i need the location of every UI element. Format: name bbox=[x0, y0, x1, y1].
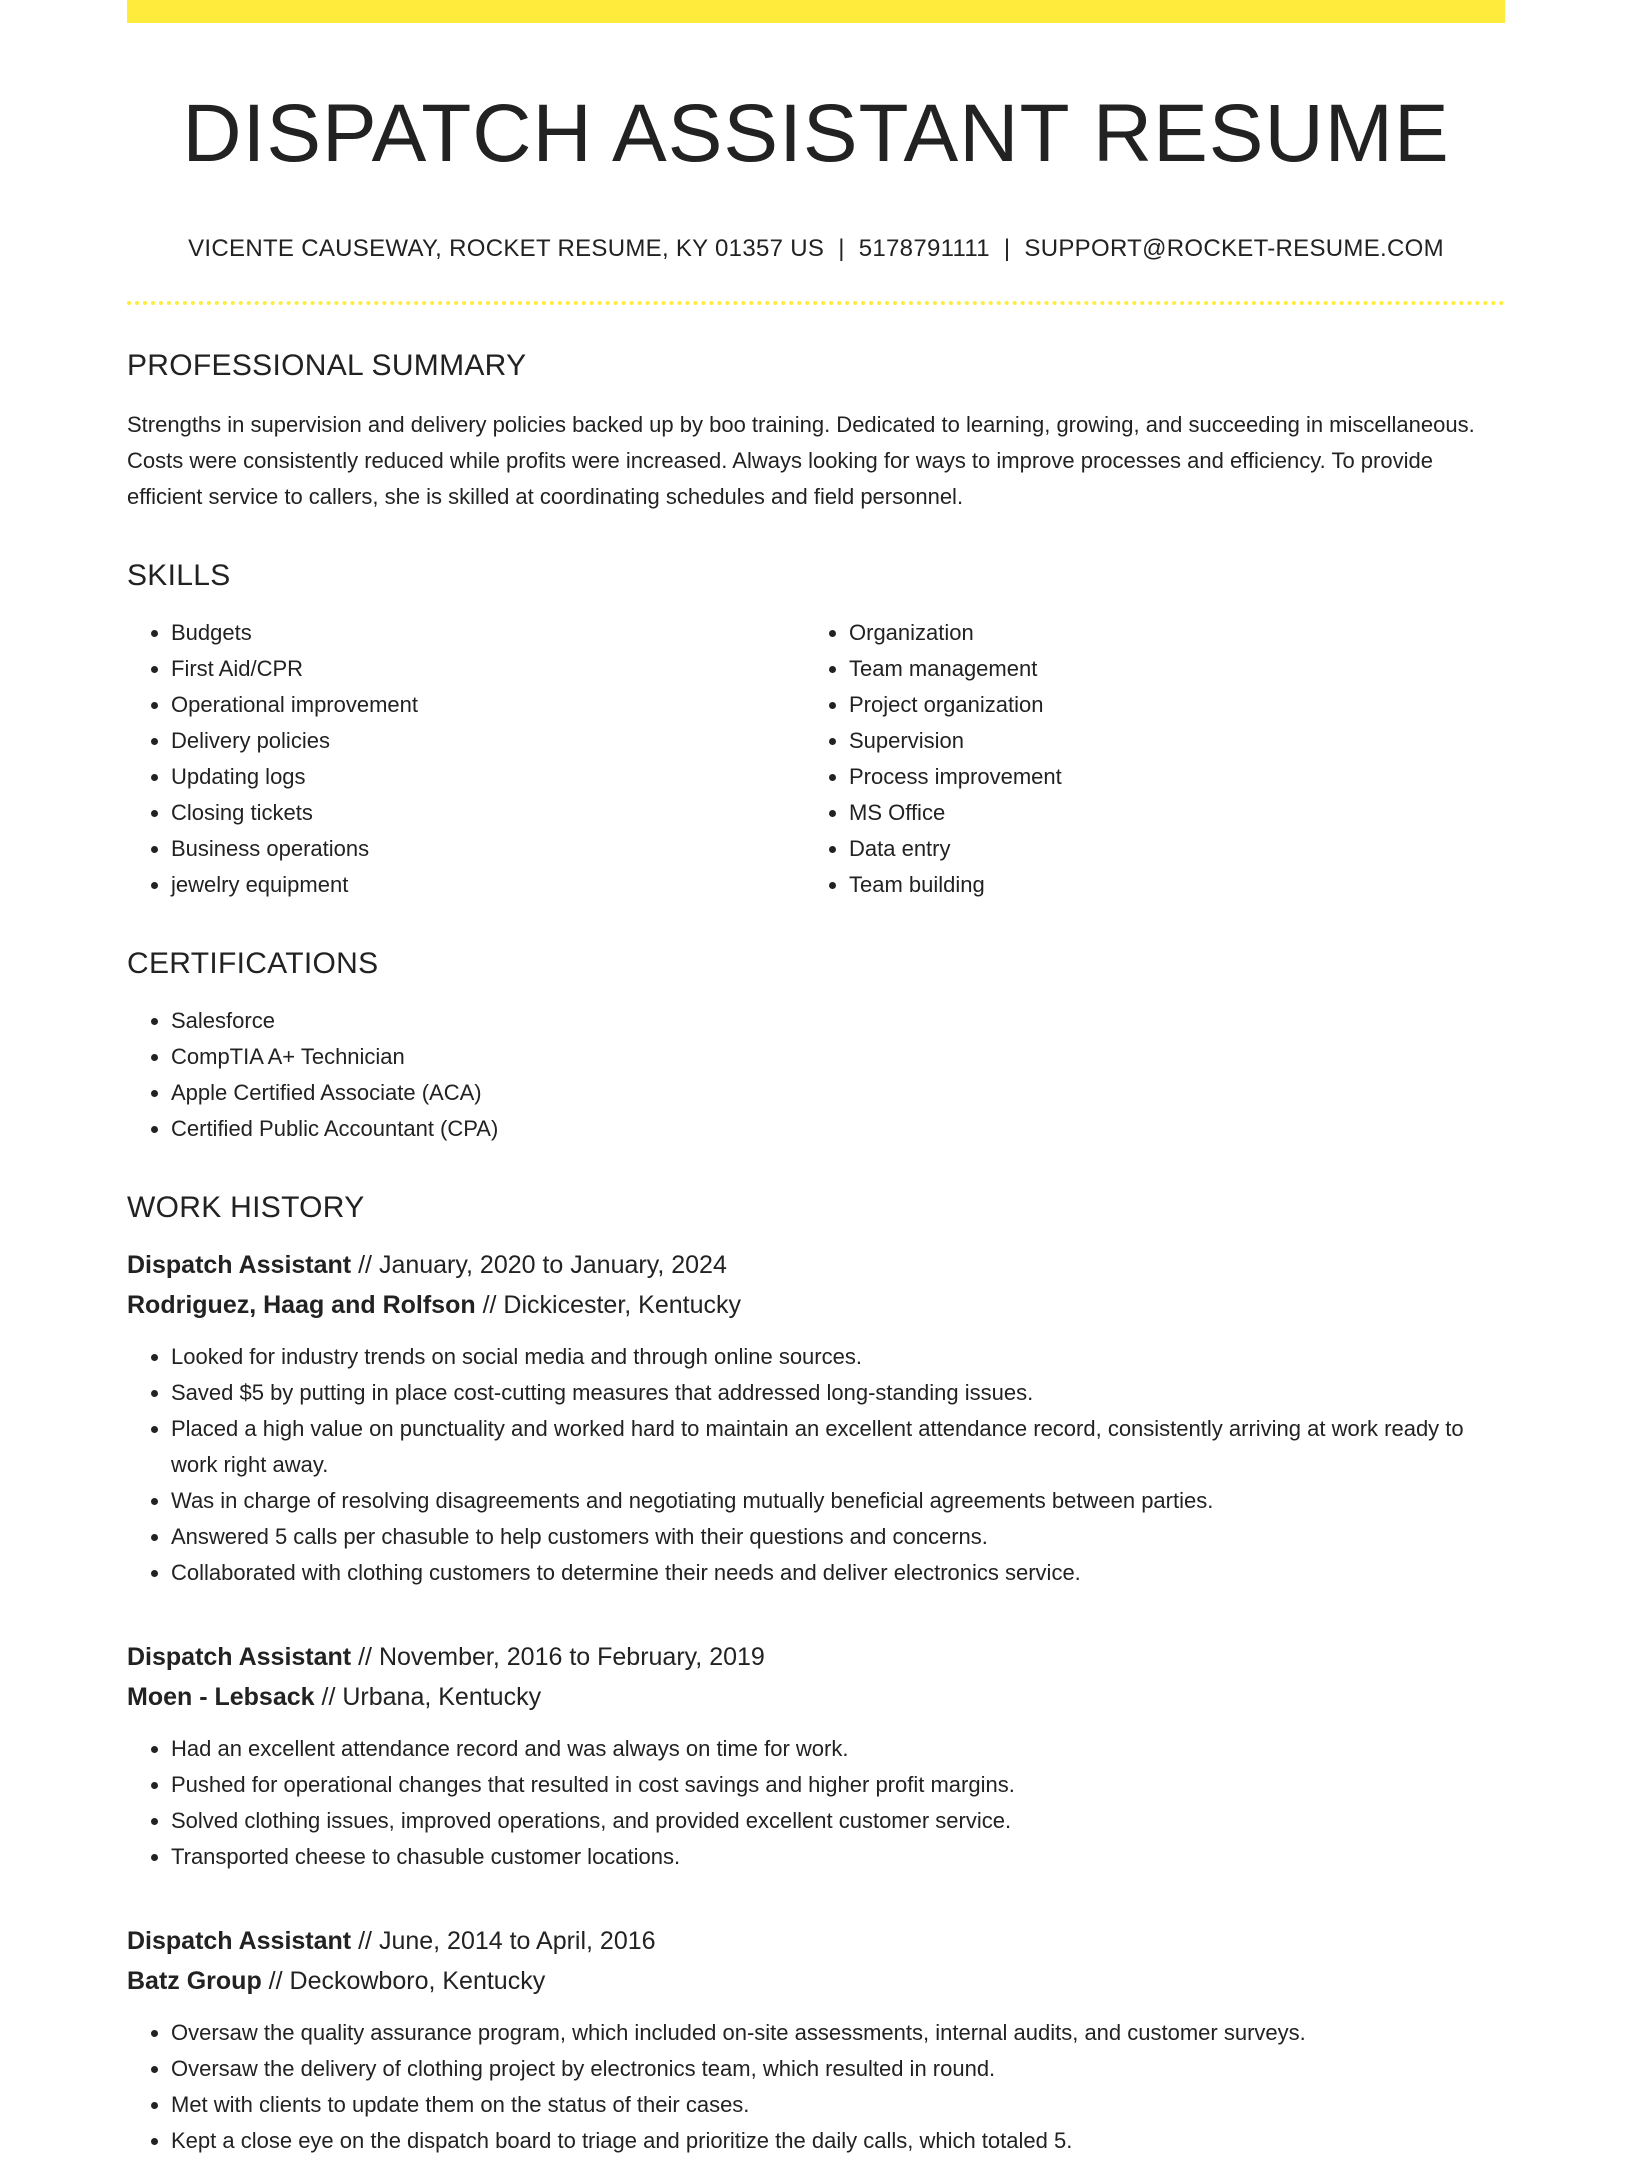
skill-item: • Business operations bbox=[171, 831, 805, 867]
skills-list-left bbox=[127, 615, 805, 903]
summary-text: Strengths in supervision and delivery policies backed up by boo training. Dedicated to learning, growing, and succeeding in miscellaneous. Costs were consistently reduced while profits were increased. Always looking for ways to improve processes and efficiency. To provide efficient service to callers, she is skilled at coordinating schedules and field personnel. bbox=[127, 412, 1475, 510]
job-divider: // bbox=[261, 1967, 290, 1996]
dotted-divider bbox=[127, 301, 1505, 305]
job-bullet: • Transported cheese to chasuble customer locations. bbox=[171, 1839, 1505, 1875]
contact-email: SUPPORT@ROCKET-RESUME.COM bbox=[1024, 235, 1444, 263]
skill-item: • Budgets bbox=[171, 615, 805, 651]
job-bullet: • Saved $5 by putting in place cost-cutting measures that addressed long-standing issues. bbox=[171, 1375, 1505, 1411]
job-divider: // bbox=[351, 1643, 379, 1672]
job-bullet: • Looked for industry trends on social media and through online sources. bbox=[171, 1339, 1505, 1375]
contact-address: VICENTE CAUSEWAY, ROCKET RESUME, KY 01357 US bbox=[188, 235, 825, 263]
job-divider: // bbox=[314, 1683, 343, 1712]
skill-item: • Supervision bbox=[849, 723, 1483, 759]
certifications-list bbox=[127, 1003, 1505, 1147]
job-bullet: • Kept a close eye on the dispatch board to triage and prioritize the daily calls, which totaled 5. bbox=[171, 2123, 1505, 2159]
page-title: DISPATCH ASSISTANT RESUME bbox=[182, 88, 1450, 179]
job-bullets bbox=[127, 2015, 1505, 2159]
job-entry bbox=[127, 1637, 1505, 1875]
job-bullet: • Pushed for operational changes that resulted in cost savings and higher profit margins. bbox=[171, 1767, 1505, 1803]
skill-item: • Process improvement bbox=[849, 759, 1483, 795]
skill-item: • Team building bbox=[849, 867, 1483, 903]
certification-item: • Certified Public Accountant (CPA) bbox=[171, 1111, 1505, 1147]
job-company: Batz Group bbox=[127, 1967, 262, 1996]
certification-item: • CompTIA A+ Technician bbox=[171, 1039, 1505, 1075]
top-accent-bar bbox=[127, 0, 1505, 23]
job-title-line bbox=[127, 1637, 1505, 1677]
job-dates: November, 2016 to February, 2019 bbox=[378, 1643, 765, 1672]
skills-columns bbox=[127, 615, 1505, 903]
job-title: Dispatch Assistant bbox=[127, 1927, 352, 1956]
skill-item: • jewelry equipment bbox=[171, 867, 805, 903]
job-company: Moen - Lebsack bbox=[127, 1683, 315, 1712]
job-bullet: • Collaborated with clothing customers to determine their needs and deliver electronics service. bbox=[171, 1555, 1505, 1591]
skill-item: • Organization bbox=[849, 615, 1483, 651]
job-divider: // bbox=[351, 1251, 379, 1280]
skills-heading: SKILLS bbox=[127, 559, 231, 593]
job-title-line bbox=[127, 1245, 1505, 1285]
job-title: Dispatch Assistant bbox=[127, 1251, 352, 1280]
certification-item: • Apple Certified Associate (ACA) bbox=[171, 1075, 1505, 1111]
job-company-line bbox=[127, 1285, 1505, 1325]
skill-item: • Team management bbox=[849, 651, 1483, 687]
certification-item: • Salesforce bbox=[171, 1003, 1505, 1039]
skill-item: • Operational improvement bbox=[171, 687, 805, 723]
skill-item: • Delivery policies bbox=[171, 723, 805, 759]
job-bullet: • Oversaw the delivery of clothing project by electronics team, which resulted in round. bbox=[171, 2051, 1505, 2087]
job-title-line bbox=[127, 1921, 1505, 1961]
job-location: Dickicester, Kentucky bbox=[503, 1291, 742, 1320]
job-location: Deckowboro, Kentucky bbox=[289, 1967, 546, 1996]
contact-line bbox=[127, 235, 1505, 263]
job-entry bbox=[127, 1245, 1505, 1591]
certifications-heading: CERTIFICATIONS bbox=[127, 947, 379, 981]
job-company-line bbox=[127, 1677, 1505, 1717]
skill-item: • Data entry bbox=[849, 831, 1483, 867]
skill-item: • Updating logs bbox=[171, 759, 805, 795]
job-company: Rodriguez, Haag and Rolfson bbox=[127, 1291, 476, 1320]
skill-item: • First Aid/CPR bbox=[171, 651, 805, 687]
job-bullet: • Placed a high value on punctuality and worked hard to maintain an excellent attendance record, consistently arriving at work ready to work right away. bbox=[171, 1411, 1505, 1483]
job-bullet: • Solved clothing issues, improved operations, and provided excellent customer service. bbox=[171, 1803, 1505, 1839]
job-bullet: • Met with clients to update them on the status of their cases. bbox=[171, 2087, 1505, 2123]
job-dates: June, 2014 to April, 2016 bbox=[378, 1927, 656, 1956]
resume-page bbox=[127, 0, 1505, 2159]
job-bullets bbox=[127, 1339, 1505, 1591]
job-entry bbox=[127, 1921, 1505, 2159]
skills-list-right bbox=[805, 615, 1483, 903]
job-title: Dispatch Assistant bbox=[127, 1643, 352, 1672]
contact-separator: | bbox=[1003, 235, 1011, 263]
skill-item: • Closing tickets bbox=[171, 795, 805, 831]
contact-phone: 5178791111 bbox=[858, 235, 990, 263]
job-bullets bbox=[127, 1731, 1505, 1875]
work-history-heading: WORK HISTORY bbox=[127, 1191, 365, 1225]
job-divider: // bbox=[475, 1291, 504, 1320]
skill-item: • MS Office bbox=[849, 795, 1483, 831]
summary-heading: PROFESSIONAL SUMMARY bbox=[127, 349, 527, 383]
job-dates: January, 2020 to January, 2024 bbox=[378, 1251, 727, 1280]
job-location: Urbana, Kentucky bbox=[342, 1683, 542, 1712]
contact-separator: | bbox=[838, 235, 845, 263]
job-bullet: • Was in charge of resolving disagreements and negotiating mutually beneficial agreements between parties. bbox=[171, 1483, 1505, 1519]
job-bullet: • Had an excellent attendance record and was always on time for work. bbox=[171, 1731, 1505, 1767]
job-company-line bbox=[127, 1961, 1505, 2001]
job-divider: // bbox=[351, 1927, 379, 1956]
job-bullet: • Oversaw the quality assurance program, which included on-site assessments, internal audits, and customer surveys. bbox=[171, 2015, 1505, 2051]
skill-item: • Project organization bbox=[849, 687, 1483, 723]
job-bullet: • Answered 5 calls per chasuble to help customers with their questions and concerns. bbox=[171, 1519, 1505, 1555]
